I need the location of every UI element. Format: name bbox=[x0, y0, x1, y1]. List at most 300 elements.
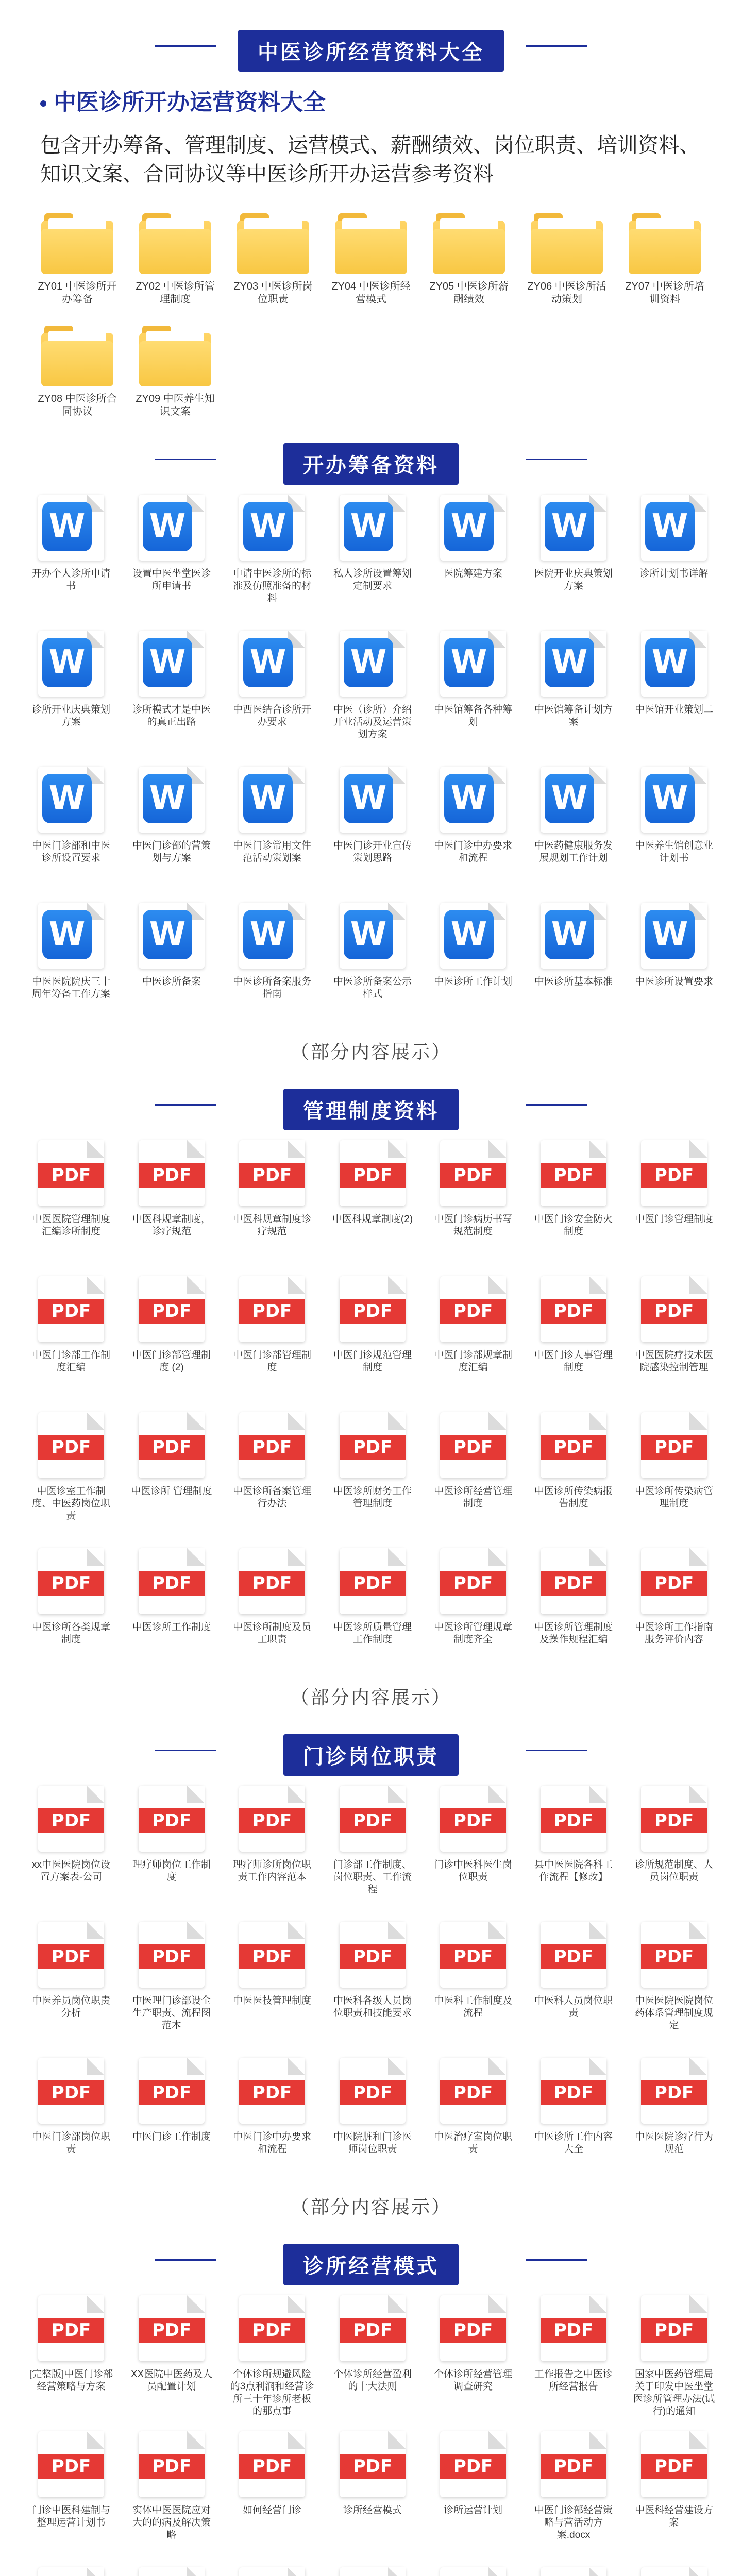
document-item[interactable] bbox=[125, 483, 218, 619]
pdf-file-icon: PDF bbox=[541, 1786, 606, 1852]
pdf-file-icon: PDF bbox=[139, 1276, 205, 1342]
word-file-icon: W bbox=[38, 903, 104, 969]
pdf-file-icon bbox=[38, 2567, 104, 2576]
pdf-file-icon: PDF bbox=[541, 1276, 606, 1342]
document-label: 诊所开业庆典策划方案 bbox=[31, 704, 110, 727]
document-label: 中医院脏和门诊医师岗位职责 bbox=[333, 2131, 412, 2155]
document-label: 开办个人诊所申请书 bbox=[31, 568, 110, 591]
document-item[interactable] bbox=[125, 891, 218, 1027]
word-file-icon: W bbox=[239, 903, 305, 969]
document-item[interactable] bbox=[527, 1910, 620, 2046]
document-item[interactable] bbox=[226, 1265, 318, 1401]
document-item[interactable] bbox=[25, 1265, 117, 1401]
word-file-icon: W bbox=[139, 767, 205, 833]
document-item[interactable] bbox=[25, 755, 117, 891]
document-label: 中医科工作制度及流程 bbox=[433, 1995, 512, 2019]
document-item[interactable] bbox=[226, 755, 318, 891]
word-file-icon: W bbox=[340, 903, 406, 969]
document-item[interactable] bbox=[427, 2556, 519, 2576]
folder-item[interactable] bbox=[526, 204, 608, 311]
pdf-file-icon: PDF bbox=[340, 2431, 406, 2497]
folder-label: ZY01 中医诊所开办筹备 bbox=[38, 281, 117, 305]
document-item[interactable] bbox=[527, 891, 620, 1027]
page-root bbox=[0, 21, 742, 2576]
document-item[interactable] bbox=[226, 891, 318, 1027]
pdf-file-icon: PDF bbox=[541, 1412, 606, 1478]
document-label: 中医诊室工作制度、中医药岗位职责 bbox=[31, 1486, 110, 1521]
folder-label: ZY09 中医养生知识文案 bbox=[136, 393, 215, 417]
document-item[interactable] bbox=[326, 891, 419, 1027]
document-label: XX医院中医药及人员配置计划 bbox=[130, 2369, 213, 2392]
document-item[interactable] bbox=[226, 483, 318, 619]
document-item[interactable] bbox=[25, 483, 117, 619]
document-label: 中医诊所设置要求 bbox=[634, 976, 713, 987]
document-item[interactable] bbox=[125, 619, 218, 755]
document-label: 中医药健康服务发展规划工作计划 bbox=[534, 840, 613, 863]
document-item[interactable] bbox=[427, 1265, 519, 1401]
folder-item[interactable] bbox=[36, 316, 119, 423]
pdf-file-icon: PDF bbox=[38, 1140, 104, 1206]
document-label: 国家中医药管理局关于印发中医坐堂医诊所管理办法(试行)的通知 bbox=[633, 2369, 715, 2417]
folder-icon bbox=[41, 326, 113, 386]
document-item[interactable] bbox=[326, 2556, 419, 2576]
document-item[interactable] bbox=[25, 1401, 117, 1537]
document-item[interactable] bbox=[326, 2284, 419, 2420]
pdf-file-icon: PDF bbox=[239, 2058, 305, 2124]
document-item[interactable] bbox=[628, 755, 720, 891]
word-file-icon: W bbox=[440, 631, 506, 697]
document-label: 中医诊所管理规章制度齐全 bbox=[433, 1622, 512, 1645]
document-item[interactable] bbox=[427, 483, 519, 619]
section-title: 管理制度资料 bbox=[283, 1089, 459, 1130]
document-label: 中医（诊所）介绍开业活动及运营策划方案 bbox=[333, 704, 412, 740]
document-item[interactable] bbox=[25, 1129, 117, 1265]
document-grid bbox=[0, 1774, 742, 2182]
pdf-file-icon: PDF bbox=[139, 2431, 205, 2497]
document-item[interactable] bbox=[527, 1774, 620, 1910]
document-item[interactable] bbox=[25, 2046, 117, 2182]
word-file-icon: W bbox=[541, 495, 606, 561]
word-file-icon: W bbox=[541, 903, 606, 969]
document-item[interactable] bbox=[628, 1129, 720, 1265]
intro-heading bbox=[40, 83, 702, 116]
pdf-file-icon: PDF bbox=[440, 2295, 506, 2361]
folder-item[interactable] bbox=[330, 204, 412, 311]
document-label: 诊所模式才是中医的真正出路 bbox=[132, 704, 211, 727]
document-label: 中医理门诊部设全生产职责、流程图范本 bbox=[132, 1995, 211, 2031]
document-label: 中医诊所经营管理制度 bbox=[433, 1486, 512, 1509]
pdf-file-icon: PDF bbox=[440, 2431, 506, 2497]
folder-icon bbox=[335, 213, 407, 274]
document-label: 中医门诊部和中医诊所设置要求 bbox=[31, 840, 110, 863]
document-item[interactable] bbox=[527, 2284, 620, 2420]
document-item[interactable] bbox=[628, 2420, 720, 2556]
pdf-file-icon: PDF bbox=[239, 1140, 305, 1206]
document-label: 中医门诊部规章制度汇编 bbox=[433, 1350, 512, 1373]
document-label: 中医科规章制度，诊疗规范 bbox=[132, 1214, 211, 1237]
document-label: 中医馆筹备计划方案 bbox=[534, 704, 613, 727]
document-item[interactable] bbox=[427, 2046, 519, 2182]
main-header bbox=[0, 21, 742, 70]
document-item[interactable] bbox=[427, 755, 519, 891]
document-item[interactable] bbox=[628, 1265, 720, 1401]
word-file-icon: W bbox=[239, 767, 305, 833]
folder-item[interactable] bbox=[232, 204, 314, 311]
document-label: 中医科经营建设方案 bbox=[634, 2505, 713, 2528]
partial-content-note: （部分内容展示） bbox=[290, 1687, 451, 1708]
word-file-icon: W bbox=[641, 495, 707, 561]
pdf-file-icon: PDF bbox=[38, 2295, 104, 2361]
pdf-file-icon: PDF bbox=[541, 2058, 606, 2124]
document-item[interactable] bbox=[125, 1401, 218, 1537]
pdf-file-icon: PDF bbox=[440, 1922, 506, 1988]
header-divider-right bbox=[526, 45, 587, 47]
pdf-file-icon: PDF bbox=[641, 1412, 707, 1478]
document-label: 中医科各级人员岗位职责和技能要求 bbox=[333, 1995, 412, 2019]
document-item[interactable] bbox=[25, 1537, 117, 1673]
document-item[interactable] bbox=[427, 1401, 519, 1537]
document-item[interactable] bbox=[527, 1129, 620, 1265]
header-divider-right bbox=[526, 2259, 587, 2261]
document-item[interactable] bbox=[25, 1774, 117, 1910]
document-label: 中医馆筹备各种筹划 bbox=[433, 704, 512, 727]
document-label: 中医诊所制度及员工职责 bbox=[232, 1622, 311, 1645]
word-file-icon: W bbox=[541, 631, 606, 697]
document-label: 中医诊所基本标准 bbox=[534, 976, 613, 987]
document-item[interactable] bbox=[326, 619, 419, 755]
document-label: 诊所运营计划 bbox=[443, 2505, 502, 2516]
document-label: 中医诊所备案 bbox=[142, 976, 201, 987]
word-file-icon: W bbox=[139, 495, 205, 561]
document-label: 中医门诊开业宣传策划思路 bbox=[333, 840, 412, 863]
document-label: 实体中医医院应对大的的病及解决策略 bbox=[132, 2505, 211, 2540]
word-file-icon: W bbox=[641, 903, 707, 969]
folder-label: ZY03 中医诊所岗位职责 bbox=[233, 281, 313, 305]
folder-label: ZY06 中医诊所活动策划 bbox=[527, 281, 606, 305]
document-item[interactable] bbox=[125, 1265, 218, 1401]
document-item[interactable] bbox=[226, 2046, 318, 2182]
pdf-file-icon: PDF bbox=[541, 2295, 606, 2361]
document-item[interactable] bbox=[628, 1537, 720, 1673]
word-file-icon: W bbox=[340, 631, 406, 697]
document-item[interactable] bbox=[326, 1537, 419, 1673]
document-item[interactable] bbox=[527, 1265, 620, 1401]
document-item[interactable] bbox=[628, 2046, 720, 2182]
word-file-icon: W bbox=[139, 631, 205, 697]
document-item[interactable] bbox=[226, 2556, 318, 2576]
document-item[interactable] bbox=[628, 1774, 720, 1910]
document-item[interactable] bbox=[226, 1910, 318, 2046]
document-item[interactable] bbox=[25, 1910, 117, 2046]
header-divider-left bbox=[155, 1104, 216, 1106]
document-label: 中医门诊规范管理制度 bbox=[333, 1350, 412, 1373]
document-item[interactable] bbox=[427, 2420, 519, 2556]
document-item[interactable] bbox=[326, 1401, 419, 1537]
document-label: 如何经营门诊 bbox=[242, 2505, 301, 2516]
document-label: 中医诊所财务工作管理制度 bbox=[333, 1486, 412, 1509]
document-label: 中医门诊中办要求和流程 bbox=[232, 2131, 311, 2155]
pdf-file-icon: PDF bbox=[440, 1412, 506, 1478]
word-file-icon: W bbox=[340, 767, 406, 833]
document-label: 中医诊所备案公示样式 bbox=[333, 976, 412, 999]
pdf-file-icon: PDF bbox=[139, 1548, 205, 1614]
word-file-icon: W bbox=[239, 631, 305, 697]
word-file-icon: W bbox=[641, 767, 707, 833]
pdf-file-icon: PDF bbox=[38, 1276, 104, 1342]
partial-content-note: （部分内容展示） bbox=[290, 2196, 451, 2217]
document-item[interactable] bbox=[25, 619, 117, 755]
document-label: 申请中医诊所的标准及仿照准备的材料 bbox=[232, 568, 311, 604]
word-file-icon: W bbox=[239, 495, 305, 561]
document-label: xx中医医院岗位设置方案表-公司 bbox=[31, 1859, 110, 1883]
folder-icon bbox=[629, 213, 701, 274]
folder-item[interactable] bbox=[134, 316, 216, 423]
word-file-icon: W bbox=[641, 631, 707, 697]
pdf-file-icon: PDF bbox=[541, 1922, 606, 1988]
document-label: 中医医院疗技术医院感染控制管理 bbox=[634, 1350, 713, 1373]
pdf-file-icon: PDF bbox=[38, 2431, 104, 2497]
pdf-file-icon: PDF bbox=[38, 1548, 104, 1614]
pdf-file-icon: PDF bbox=[541, 1140, 606, 1206]
pdf-file-icon: PDF bbox=[340, 2058, 406, 2124]
document-item[interactable] bbox=[125, 1910, 218, 2046]
sections-container bbox=[0, 434, 742, 2576]
document-item[interactable] bbox=[25, 2556, 117, 2576]
document-item[interactable] bbox=[628, 891, 720, 1027]
pdf-file-icon bbox=[641, 2567, 707, 2576]
document-label: 中医诊所管理制度及操作规程汇编 bbox=[534, 1622, 613, 1645]
document-label: 中医医院管理制度汇编诊所制度 bbox=[31, 1214, 110, 1237]
word-file-icon: W bbox=[139, 903, 205, 969]
section-header bbox=[0, 434, 742, 483]
folder-icon bbox=[237, 213, 309, 274]
pdf-file-icon: PDF bbox=[440, 1786, 506, 1852]
pdf-file-icon: PDF bbox=[239, 1548, 305, 1614]
document-item[interactable] bbox=[226, 1537, 318, 1673]
document-label: 中医门诊工作制度 bbox=[132, 2131, 211, 2142]
pdf-file-icon: PDF bbox=[641, 1276, 707, 1342]
document-label: 中医门诊部经营策略与营活动方案.docx bbox=[534, 2505, 613, 2540]
document-item[interactable] bbox=[326, 2420, 419, 2556]
word-file-icon: W bbox=[38, 767, 104, 833]
word-file-icon: W bbox=[440, 767, 506, 833]
document-item[interactable] bbox=[125, 1774, 218, 1910]
document-item[interactable] bbox=[226, 1774, 318, 1910]
folder-label: ZY07 中医诊所培训资料 bbox=[625, 281, 704, 305]
pdf-file-icon: PDF bbox=[38, 2058, 104, 2124]
document-label: 中医门诊安全防火制度 bbox=[534, 1214, 613, 1237]
document-item[interactable] bbox=[527, 755, 620, 891]
pdf-file-icon: PDF bbox=[239, 1412, 305, 1478]
document-label: 诊所规范制度、人员岗位职责 bbox=[634, 1859, 713, 1883]
document-item[interactable] bbox=[628, 2284, 720, 2420]
document-item[interactable] bbox=[25, 2284, 117, 2420]
folder-item[interactable] bbox=[134, 204, 216, 311]
document-item[interactable] bbox=[527, 483, 620, 619]
document-label: 中医门诊常用文件范活动策划案 bbox=[232, 840, 311, 863]
document-label: 中医门诊部岗位职责 bbox=[31, 2131, 110, 2155]
document-grid bbox=[0, 1129, 742, 1673]
document-grid bbox=[0, 2284, 742, 2576]
document-item[interactable] bbox=[226, 619, 318, 755]
document-label: 中医门诊部工作制度汇编 bbox=[31, 1350, 110, 1373]
intro-block bbox=[0, 83, 742, 189]
pdf-file-icon: PDF bbox=[340, 1548, 406, 1614]
document-item[interactable] bbox=[427, 2284, 519, 2420]
pdf-file-icon: PDF bbox=[139, 1922, 205, 1988]
document-label: 工作报告之中医诊所经营报告 bbox=[534, 2369, 613, 2392]
document-label: 中医门诊中办要求和流程 bbox=[433, 840, 512, 863]
document-label: 中医科规章制度诊疗规范 bbox=[232, 1214, 311, 1237]
partial-content-note: （部分内容展示） bbox=[290, 1041, 451, 1062]
document-label: 中医养生馆创意业计划书 bbox=[634, 840, 713, 863]
document-item[interactable] bbox=[125, 1537, 218, 1673]
document-label: 县中医医院各科工作流程【修改】 bbox=[534, 1859, 613, 1883]
intro-description: 包含开办筹备、管理制度、运营模式、薪酬绩效、岗位职责、培训资料、知识文案、合同协议等中医诊所开办运营参考资料 bbox=[40, 134, 700, 185]
pdf-file-icon: PDF bbox=[340, 1786, 406, 1852]
pdf-file-icon: PDF bbox=[340, 1922, 406, 1988]
document-item[interactable] bbox=[628, 1401, 720, 1537]
pdf-file-icon: PDF bbox=[440, 1548, 506, 1614]
pdf-file-icon: PDF bbox=[340, 1276, 406, 1342]
section-header bbox=[0, 1079, 742, 1129]
document-item[interactable] bbox=[628, 1910, 720, 2046]
document-item[interactable] bbox=[527, 2046, 620, 2182]
document-item[interactable] bbox=[527, 2556, 620, 2576]
document-item[interactable] bbox=[427, 1537, 519, 1673]
document-item[interactable] bbox=[427, 1774, 519, 1910]
pdf-file-icon: PDF bbox=[641, 2058, 707, 2124]
pdf-file-icon: PDF bbox=[139, 1140, 205, 1206]
document-item[interactable] bbox=[125, 2046, 218, 2182]
document-label: 中医诊所备案服务指南 bbox=[232, 976, 311, 999]
document-item[interactable] bbox=[25, 2420, 117, 2556]
document-item[interactable] bbox=[427, 619, 519, 755]
pdf-file-icon: PDF bbox=[641, 1786, 707, 1852]
document-label: 中医门诊部管理制度 bbox=[232, 1350, 311, 1373]
folder-label: ZY08 中医诊所合同协议 bbox=[38, 393, 117, 417]
document-item[interactable] bbox=[226, 1129, 318, 1265]
document-item[interactable] bbox=[125, 2556, 218, 2576]
document-label: 诊所计划书详解 bbox=[639, 568, 709, 579]
document-item[interactable] bbox=[25, 891, 117, 1027]
document-item[interactable] bbox=[427, 1910, 519, 2046]
document-label: 中医医技管理制度 bbox=[232, 1995, 311, 2006]
bullet-icon bbox=[40, 100, 46, 107]
pdf-file-icon bbox=[239, 2567, 305, 2576]
document-item[interactable] bbox=[527, 1401, 620, 1537]
folder-grid bbox=[0, 204, 742, 423]
document-item[interactable] bbox=[628, 619, 720, 755]
document-item[interactable] bbox=[326, 2046, 419, 2182]
document-label: 中医诊所 管理制度 bbox=[131, 1486, 212, 1497]
pdf-file-icon: PDF bbox=[340, 1412, 406, 1478]
pdf-file-icon: PDF bbox=[239, 1922, 305, 1988]
document-label: 中医诊所各类规章制度 bbox=[31, 1622, 110, 1645]
document-item[interactable] bbox=[125, 2284, 218, 2420]
pdf-file-icon: PDF bbox=[239, 1786, 305, 1852]
document-label: 中医诊所工作制度 bbox=[132, 1622, 211, 1633]
document-item[interactable] bbox=[326, 1774, 419, 1910]
document-item[interactable] bbox=[125, 2420, 218, 2556]
document-item[interactable] bbox=[326, 1910, 419, 2046]
pdf-file-icon: PDF bbox=[38, 1412, 104, 1478]
pdf-file-icon: PDF bbox=[38, 1922, 104, 1988]
pdf-file-icon: PDF bbox=[541, 1548, 606, 1614]
pdf-file-icon bbox=[541, 2567, 606, 2576]
document-label: 中医门诊人事管理制度 bbox=[534, 1350, 613, 1373]
document-label: 中西医结合诊所开办要求 bbox=[232, 704, 311, 727]
section-title: 诊所经营模式 bbox=[283, 2244, 459, 2285]
header-divider-left bbox=[155, 2259, 216, 2261]
document-item[interactable] bbox=[427, 891, 519, 1027]
document-item[interactable] bbox=[628, 2556, 720, 2576]
section-title: 门诊岗位职责 bbox=[283, 1734, 459, 1776]
header-divider-left bbox=[155, 45, 216, 47]
document-item[interactable] bbox=[427, 1129, 519, 1265]
document-item[interactable] bbox=[326, 755, 419, 891]
document-label: 中医诊所质量管理工作制度 bbox=[333, 1622, 412, 1645]
pdf-file-icon: PDF bbox=[641, 1548, 707, 1614]
document-label: [完整版]中医门诊部经营策略与方案 bbox=[29, 2369, 113, 2392]
document-item[interactable] bbox=[326, 483, 419, 619]
document-label: 中医医院医院岗位药体系管理制度规定 bbox=[634, 1995, 713, 2031]
document-item[interactable] bbox=[527, 2420, 620, 2556]
document-item[interactable] bbox=[125, 1129, 218, 1265]
pdf-file-icon: PDF bbox=[641, 1140, 707, 1206]
document-label: 中医养员岗位职责分析 bbox=[31, 1995, 110, 2019]
folder-label: ZY04 中医诊所经营模式 bbox=[331, 281, 411, 305]
folder-item[interactable] bbox=[36, 204, 119, 311]
document-label: 中医诊所工作指南服务评价内容 bbox=[634, 1622, 713, 1645]
document-label: 中医馆开业策划二 bbox=[634, 704, 713, 715]
document-item[interactable] bbox=[628, 483, 720, 619]
document-label: 中医门诊部的营策划与方案 bbox=[132, 840, 211, 863]
document-label: 中医门诊管理制度 bbox=[634, 1214, 713, 1225]
word-file-icon: W bbox=[541, 767, 606, 833]
document-label: 中医医院诊疗行为规范 bbox=[634, 2131, 713, 2155]
folder-label: ZY02 中医诊所管理制度 bbox=[136, 281, 215, 305]
document-item[interactable] bbox=[125, 755, 218, 891]
main-title: 中医诊所经营资料大全 bbox=[238, 30, 504, 72]
folder-item[interactable] bbox=[623, 204, 706, 311]
document-label: 个体诊所规避风险的3点利润和经营诊所三十年诊所老板的那点事 bbox=[230, 2369, 314, 2417]
document-label: 中医科人员岗位职责 bbox=[534, 1995, 613, 2019]
document-label: 中医诊所备案管理行办法 bbox=[232, 1486, 311, 1509]
pdf-file-icon: PDF bbox=[139, 1412, 205, 1478]
pdf-file-icon: PDF bbox=[541, 2431, 606, 2497]
document-item[interactable] bbox=[226, 1401, 318, 1537]
folder-item[interactable] bbox=[428, 204, 510, 311]
intro-heading-text: 中医诊所开办运营资料大全 bbox=[54, 90, 326, 115]
document-label: 个体诊所经营管理调查研究 bbox=[433, 2369, 512, 2392]
document-label: 个体诊所经营盈利的十大法则 bbox=[333, 2369, 412, 2392]
document-label: 中医门诊部管理制度 (2) bbox=[132, 1350, 211, 1373]
document-label: 理疗师诊所岗位职责工作内容范本 bbox=[232, 1859, 311, 1883]
folder-icon bbox=[139, 213, 211, 274]
pdf-file-icon: PDF bbox=[38, 1786, 104, 1852]
folder-icon bbox=[531, 213, 603, 274]
document-item[interactable] bbox=[326, 1265, 419, 1401]
document-item[interactable] bbox=[226, 2420, 318, 2556]
document-item[interactable] bbox=[326, 1129, 419, 1265]
document-label: 中医治疗室岗位职责 bbox=[433, 2131, 512, 2155]
pdf-file-icon: PDF bbox=[641, 1922, 707, 1988]
document-item[interactable] bbox=[226, 2284, 318, 2420]
pdf-file-icon: PDF bbox=[139, 2058, 205, 2124]
document-item[interactable] bbox=[527, 619, 620, 755]
document-item[interactable] bbox=[527, 1537, 620, 1673]
